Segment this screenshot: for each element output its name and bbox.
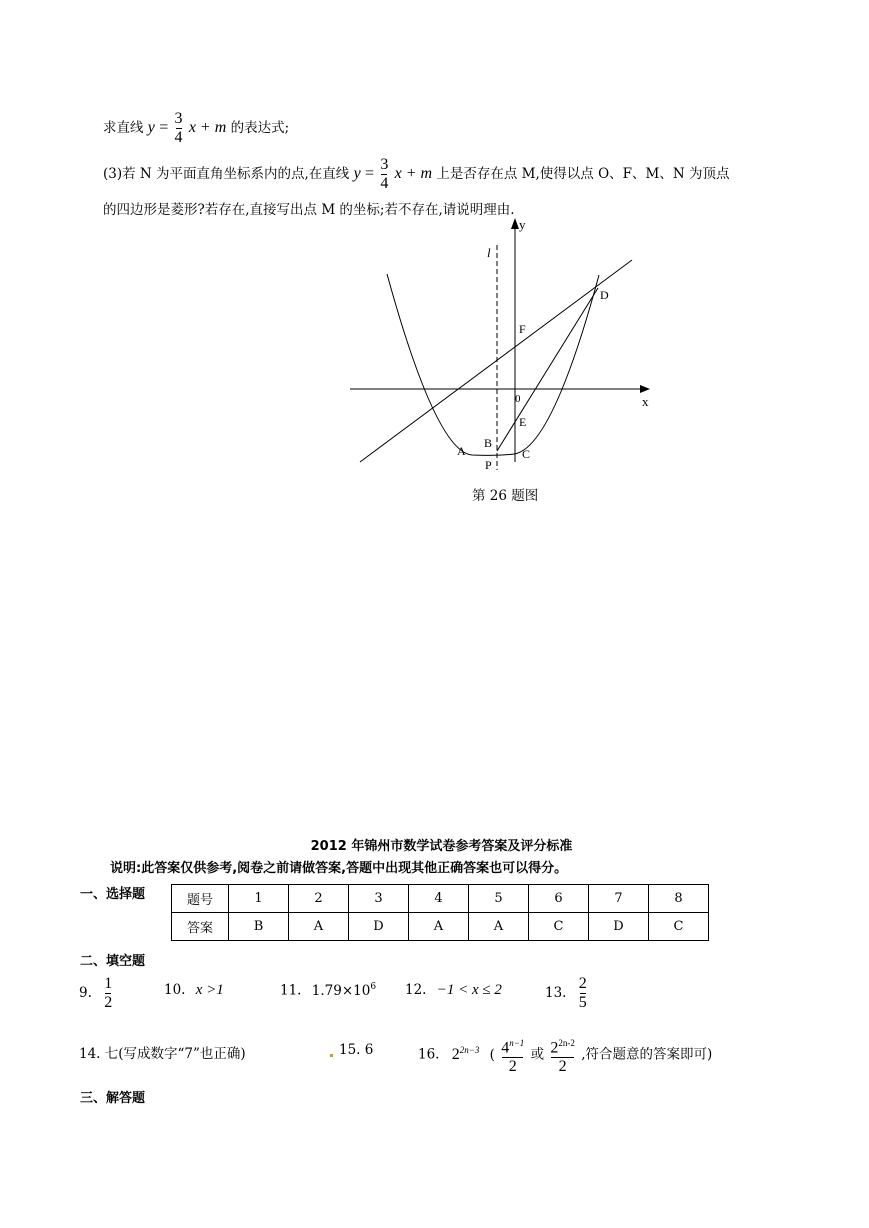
q13-den: 5 <box>578 994 587 1011</box>
q16-f2-num: 2 <box>550 1039 559 1057</box>
q9-fraction <box>104 975 112 1012</box>
q9-num: 1 <box>104 975 113 992</box>
table-cell: C <box>649 913 709 941</box>
q11-label: 11. <box>280 982 302 999</box>
x-axis-arrow <box>640 385 650 393</box>
eq-y-2: y <box>353 165 361 182</box>
q16-f1-den: 2 <box>508 1058 517 1076</box>
table-cell: 7 <box>589 885 649 913</box>
q12 <box>405 982 502 999</box>
part3-suffix: 上是否存在点 M,使得以点 O、F、M、N 为顶点 <box>436 166 730 182</box>
q16 <box>418 1027 713 1076</box>
eq-fraction-2 <box>380 156 388 193</box>
eq-den: 4 <box>174 129 183 146</box>
row-head-number: 题号 <box>172 885 229 913</box>
label-F: F <box>519 322 526 336</box>
q11-exp: 6 <box>370 982 377 992</box>
label-y: y <box>519 217 526 232</box>
table-cell: 5 <box>469 885 529 913</box>
label-P: P <box>485 458 492 472</box>
row-head-answer: 答案 <box>172 913 229 941</box>
problem-part3-line2: 的四边形是菱形?若存在,直接写出点 M 的坐标;若不存在,请说明理由. <box>103 202 515 218</box>
table-cell: A <box>289 913 349 941</box>
q16-tail: ,符合题意的答案即可) <box>581 1046 713 1063</box>
eq-y: y <box>147 119 155 136</box>
eq-equals-2: = <box>365 165 375 182</box>
problem-line1 <box>103 106 289 150</box>
table-cell: 6 <box>529 885 589 913</box>
eq-rest: x + m <box>188 119 227 136</box>
label-A: A <box>457 444 466 458</box>
q16-f2-den: 2 <box>558 1058 567 1076</box>
label-D: D <box>600 288 609 302</box>
q10-label: 10. <box>164 982 186 998</box>
label-x: x <box>642 394 649 409</box>
section-1-heading: 一、选择题 <box>80 887 146 902</box>
q16-base: 2 <box>451 1045 460 1063</box>
q9-label: 9. <box>79 985 92 1001</box>
q15: 15. 6 <box>339 1042 374 1058</box>
q11-value: 1.79×10 <box>311 982 371 999</box>
table-cell: 3 <box>349 885 409 913</box>
choice-answer-table <box>171 884 709 941</box>
section-2-heading: 二、填空题 <box>80 954 146 969</box>
section-3-heading: 三、解答题 <box>80 1091 146 1106</box>
table-cell: 2 <box>289 885 349 913</box>
table-cell: D <box>589 913 649 941</box>
q10 <box>164 982 224 999</box>
answers-title: 2012 年锦州市数学试卷参考答案及评分标准 <box>310 839 573 854</box>
q16-f1-exp: n−1 <box>509 1037 525 1048</box>
figure-caption: 第 26 题图 <box>472 488 539 504</box>
q13 <box>545 970 589 1016</box>
q16-fraction-2 <box>550 1034 575 1076</box>
eq-fraction <box>175 110 183 147</box>
table-cell: A <box>409 913 469 941</box>
q16-exp: 2n−3 <box>459 1045 480 1055</box>
table-cell: B <box>229 913 289 941</box>
table-cell: 4 <box>409 885 469 913</box>
answers-note: 说明:此答案仅供参考,阅卷之前请做答案,答题中出现其他正确答案也可以得分。 <box>110 861 568 876</box>
table-cell: 8 <box>649 885 709 913</box>
q9 <box>79 970 114 1016</box>
eq-rest-2: x + m <box>394 165 433 182</box>
q13-label: 13. <box>545 985 567 1001</box>
y-axis-arrow <box>511 218 519 229</box>
q12-value: −1 < x ≤ 2 <box>436 982 502 998</box>
label-O: 0 <box>515 393 521 405</box>
q10-value: x >1 <box>195 982 224 998</box>
q9-den: 2 <box>104 994 113 1011</box>
q16-fraction-1 <box>501 1034 524 1076</box>
q16-f1-num: 4 <box>501 1039 510 1057</box>
line1-suffix: 的表达式; <box>230 120 290 136</box>
q16-or: 或 <box>530 1046 545 1063</box>
parabola <box>387 274 599 455</box>
q14: 14. 七(写成数字“7”也正确) <box>79 1046 246 1062</box>
eq-num: 3 <box>174 110 183 127</box>
q13-fraction <box>579 975 587 1012</box>
table-cell: C <box>529 913 589 941</box>
label-B: B <box>484 436 493 450</box>
q16-open: ( <box>489 1046 495 1063</box>
q16-label: 16. <box>418 1046 440 1063</box>
table-row <box>172 885 709 913</box>
stray-dot <box>330 1054 333 1057</box>
line-BD <box>497 288 598 451</box>
eq-equals: = <box>159 119 169 136</box>
part3-prefix: (3)若 N 为平面直角坐标系内的点,在直线 <box>103 166 350 182</box>
q12-label: 12. <box>405 982 427 998</box>
q13-num: 2 <box>578 975 587 992</box>
problem-part3-line1 <box>103 152 729 196</box>
line-y-3-4x-m <box>360 260 632 462</box>
q11 <box>280 982 376 999</box>
table-cell: A <box>469 913 529 941</box>
eq-num-2: 3 <box>380 156 389 173</box>
q16-f2-exp: 2n-2 <box>558 1037 575 1048</box>
label-C: C <box>522 447 531 461</box>
eq-den-2: 4 <box>380 175 389 192</box>
table-row <box>172 913 709 941</box>
table-cell: D <box>349 913 409 941</box>
label-l: l <box>487 245 491 260</box>
table-cell: 1 <box>229 885 289 913</box>
line1-prefix: 求直线 <box>103 120 144 136</box>
label-E: E <box>519 415 527 429</box>
figure-26 <box>345 212 655 482</box>
